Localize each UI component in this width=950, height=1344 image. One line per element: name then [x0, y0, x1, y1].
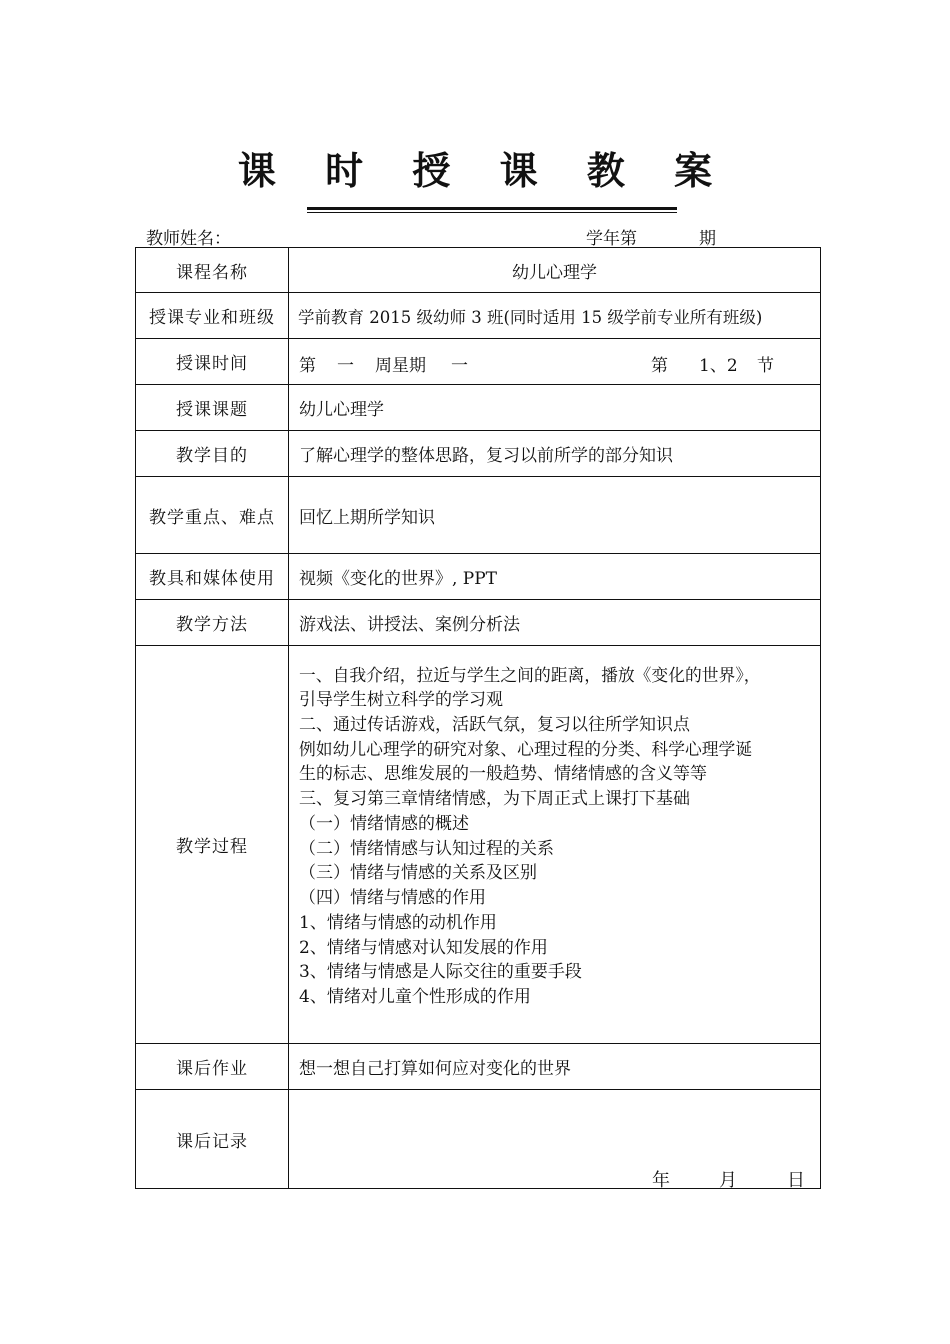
process-line: 引导学生树立科学的学习观 [299, 689, 503, 710]
process-line: 3、情绪与情感是人际交往的重要手段 [299, 962, 582, 983]
goal-label: 教学目的 [136, 431, 289, 477]
row-course-name [136, 248, 821, 293]
row-process [136, 646, 821, 1044]
media-label: 教具和媒体使用 [136, 554, 289, 600]
row-topic [136, 385, 821, 431]
method-value: 游戏法、讲授法、案例分析法 [289, 600, 821, 646]
homework-label: 课后作业 [136, 1044, 289, 1090]
time-value [289, 339, 821, 385]
week-prefix: 第 [299, 355, 316, 376]
process-value [289, 646, 821, 1044]
row-time [136, 339, 821, 385]
time-label: 授课时间 [136, 339, 289, 385]
row-key-points [136, 477, 821, 554]
week-number: 一 [337, 355, 354, 376]
year-label: 学年第 [586, 229, 637, 249]
process-line: 二、通过传话游戏，活跃气氛，复习以往所学知识点 [299, 714, 690, 735]
date-month-label: 月 [719, 1170, 737, 1191]
goal-value: 了解心理学的整体思路，复习以前所学的部分知识 [289, 431, 821, 477]
row-media [136, 554, 821, 600]
lesson-plan-table [135, 247, 821, 1189]
week-suffix: 周星期 [375, 355, 426, 376]
homework-value: 想一想自己打算如何应对变化的世界 [289, 1044, 821, 1090]
period-number: 1、2 [699, 355, 738, 376]
title-underline-thin [307, 212, 677, 213]
course-name-label: 课程名称 [136, 248, 289, 293]
period-suffix: 节 [757, 355, 774, 376]
process-label: 教学过程 [136, 646, 289, 1044]
row-homework [136, 1044, 821, 1090]
row-record [136, 1090, 821, 1189]
record-value [289, 1090, 821, 1189]
weekday-value: 一 [451, 355, 468, 376]
date-year-label: 年 [652, 1170, 670, 1191]
key-points-label: 教学重点、难点 [136, 477, 289, 554]
process-line: 一、自我介绍，拉近与学生之间的距离，播放《变化的世界》， [299, 664, 761, 685]
process-line: （四）情绪与情感的作用 [299, 888, 486, 909]
process-line: （三）情绪与情感的关系及区别 [299, 863, 537, 884]
record-label: 课后记录 [136, 1090, 289, 1189]
term-field [586, 224, 716, 249]
process-line: （二）情绪情感与认知过程的关系 [299, 838, 554, 859]
term-label: 期 [699, 229, 716, 249]
process-line: 生的标志、思维发展的一般趋势、情绪情感的含义等等 [299, 764, 707, 785]
page-title: 课 时 授 课 教 案 [237, 149, 731, 193]
process-line: 2、情绪与情感对认知发展的作用 [299, 937, 548, 958]
process-line: （一）情绪情感的概述 [299, 813, 469, 834]
teacher-name-label: 教师姓名： [146, 229, 231, 249]
key-points-value: 回忆上期所学知识 [289, 477, 821, 554]
media-value: 视频《变化的世界》, PPT [289, 554, 821, 600]
class-label: 授课专业和班级 [136, 293, 289, 339]
process-line: 4、情绪对儿童个性形成的作用 [299, 987, 531, 1008]
course-name-value: 幼儿心理学 [289, 248, 821, 293]
row-class [136, 293, 821, 339]
process-line: 三、复习第三章情绪情感，为下周正式上课打下基础 [299, 788, 690, 809]
row-method [136, 600, 821, 646]
period-prefix: 第 [651, 355, 668, 376]
process-line: 例如幼儿心理学的研究对象、心理过程的分类、科学心理学诞 [299, 739, 753, 760]
process-line: 1、情绪与情感的动机作用 [299, 912, 497, 933]
method-label: 教学方法 [136, 600, 289, 646]
title-underline-thick [307, 207, 677, 210]
topic-label: 授课课题 [136, 385, 289, 431]
date-day-label: 日 [787, 1170, 805, 1191]
row-goal [136, 431, 821, 477]
class-value: 学前教育 2015 级幼师 3 班(同时适用 15 级学前专业所有班级) [289, 293, 821, 339]
topic-value: 幼儿心理学 [289, 385, 821, 431]
